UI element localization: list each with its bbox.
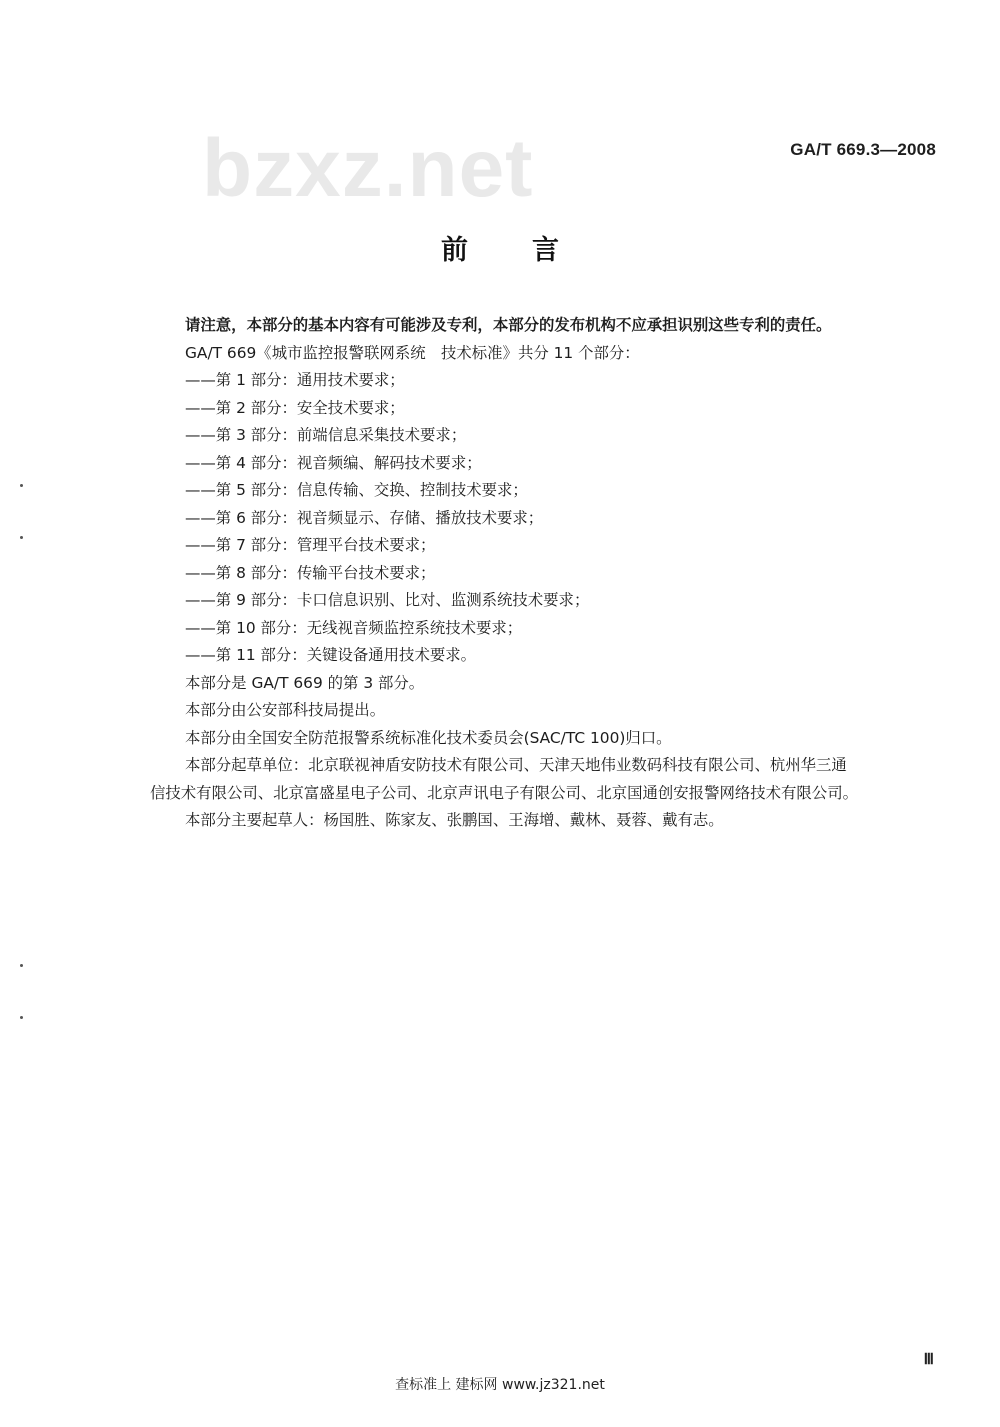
scan-speck — [20, 964, 23, 967]
document-id: GA/T 669.3—2008 — [790, 140, 936, 159]
part-item: ——第 2 部分：安全技术要求； — [185, 398, 405, 417]
proposed-by-statement: 本部分由公安部科技局提出。 — [185, 701, 386, 719]
part-item: ——第 5 部分：信息传输、交换、控制技术要求； — [185, 481, 528, 499]
part-item: ——第 9 部分：卡口信息识别、比对、监测系统技术要求； — [185, 591, 590, 609]
part-item: ——第 6 部分：视音频显示、存储、播放技术要求； — [185, 508, 544, 527]
watermark: bzxz.net — [202, 123, 534, 214]
footer-source: 查标准上 建标网 www.jz321.net — [395, 1377, 605, 1393]
drafting-units-line-2: 信技术有限公司、北京富盛星电子公司、北京声讯电子有限公司、北京国通创安报警网络技术有限公司。 — [150, 783, 858, 802]
part-item: ——第 4 部分：视音频编、解码技术要求； — [185, 453, 482, 472]
page-number: Ⅲ — [923, 1352, 934, 1368]
scan-speck — [20, 1016, 23, 1019]
centralized-by-statement: 本部分由全国安全防范报警系统标准化技术委员会(SAC/TC 100)归口。 — [185, 728, 672, 747]
patent-notice: 请注意，本部分的基本内容有可能涉及专利，本部分的发布机构不应承担识别这些专利的责任。 — [185, 316, 832, 334]
scan-speck — [20, 484, 23, 487]
page-title: 前言 — [441, 235, 623, 266]
part-item: ——第 8 部分：传输平台技术要求； — [185, 563, 436, 582]
intro-paragraph: GA/T 669《城市监控报警联网系统 技术标准》共分 11 个部分： — [185, 343, 640, 362]
part-of-statement: 本部分是 GA/T 669 的第 3 部分。 — [185, 673, 425, 692]
part-item: ——第 7 部分：管理平台技术要求； — [185, 536, 436, 554]
part-item: ——第 1 部分：通用技术要求； — [185, 371, 405, 389]
foreword-body — [150, 312, 950, 835]
scan-speck — [20, 536, 23, 539]
part-item: ——第 3 部分：前端信息采集技术要求； — [185, 426, 467, 444]
drafters-statement: 本部分主要起草人：杨国胜、陈家友、张鹏国、王海增、戴林、聂蓉、戴有志。 — [185, 811, 724, 829]
drafting-units-line-1: 本部分起草单位：北京联视神盾安防技术有限公司、天津天地伟业数码科技有限公司、杭州华三通 — [185, 756, 847, 774]
part-item: ——第 10 部分：无线视音频监控系统技术要求； — [185, 618, 523, 637]
part-item: ——第 11 部分：关键设备通用技术要求。 — [185, 646, 477, 664]
